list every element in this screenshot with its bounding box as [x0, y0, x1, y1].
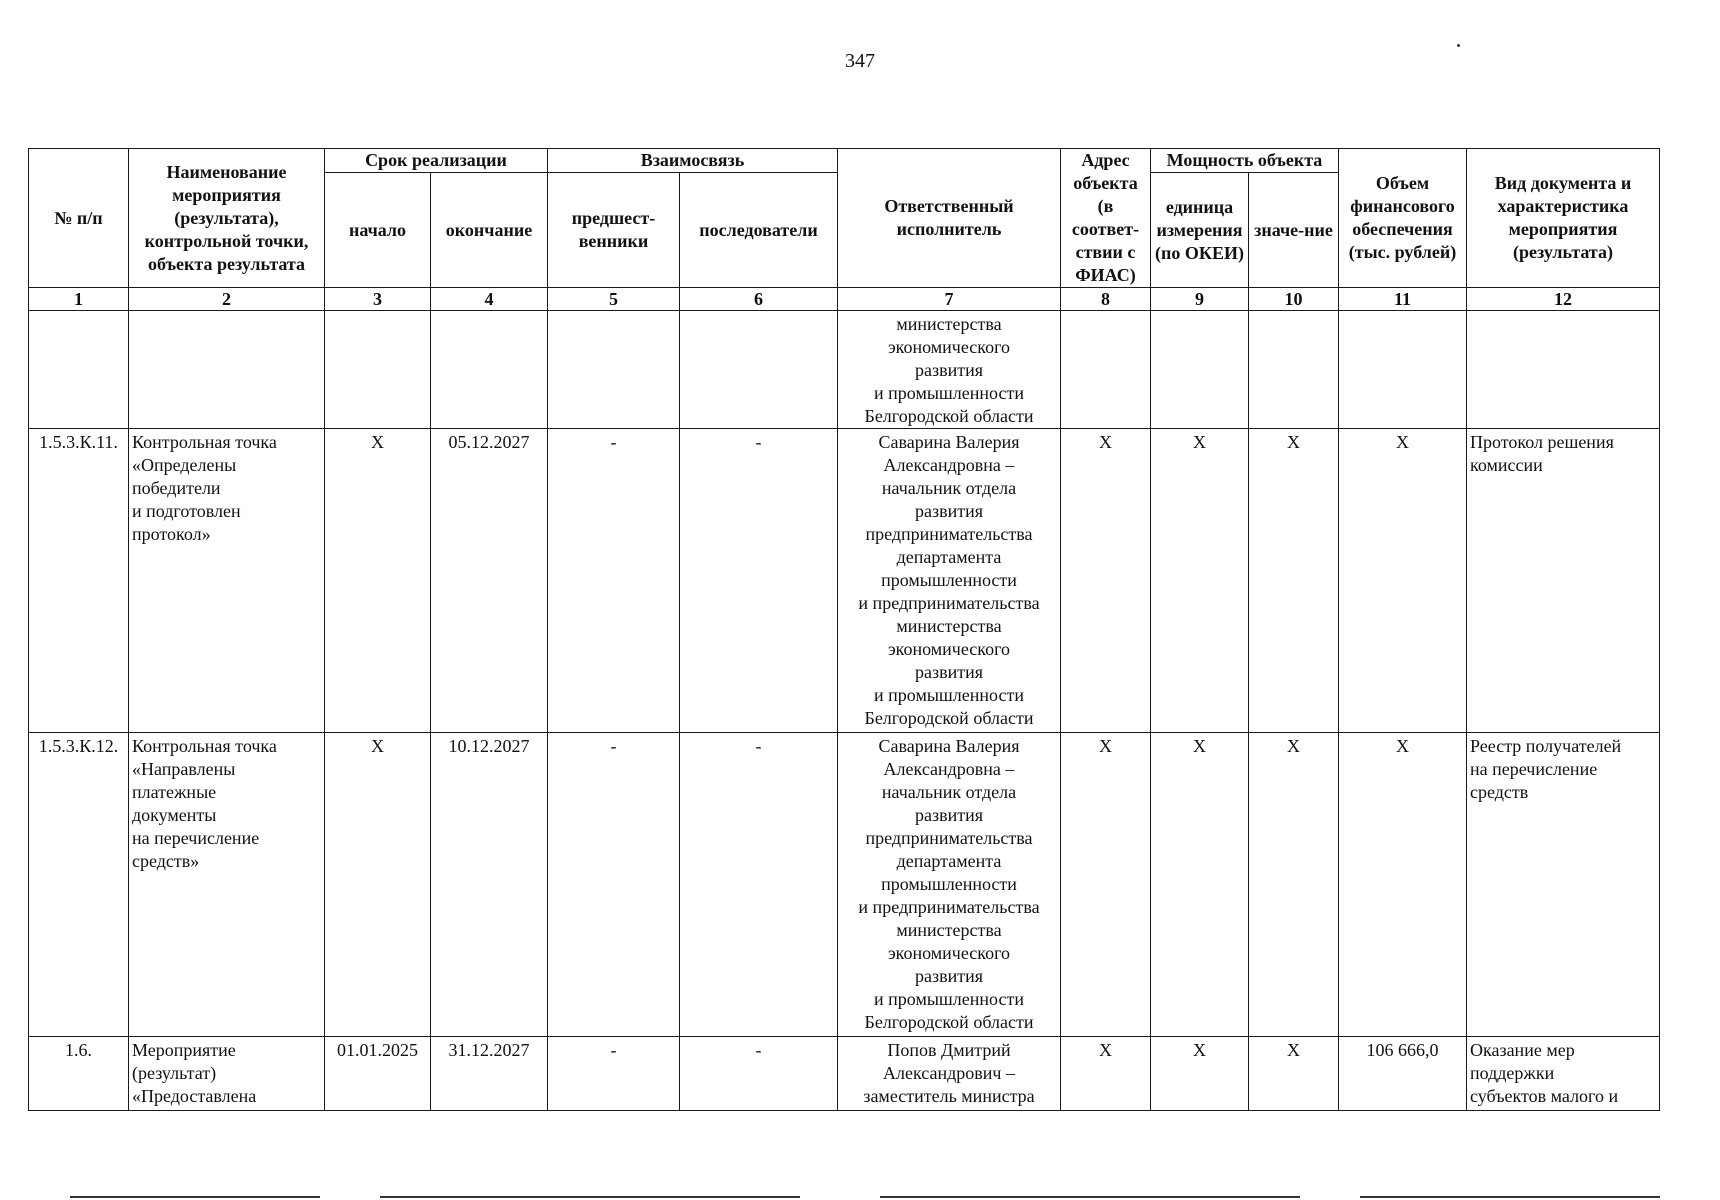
cell-num: 1.5.3.К.12. — [29, 733, 129, 1037]
column-number: 8 — [1061, 288, 1151, 311]
cell-responsible-line: департамента — [896, 547, 1002, 567]
cell-responsible-line: предпринимательства — [865, 828, 1033, 848]
cell-responsible-line: Белгородской области — [864, 1012, 1034, 1032]
table-row — [29, 311, 1660, 429]
cell-start: X — [325, 733, 431, 1037]
cell-name-line: документы — [132, 805, 217, 825]
header-predecessors: предшест-венники — [548, 173, 680, 288]
cell-responsible-line: и промышленности — [874, 383, 1024, 403]
cell-num — [29, 311, 129, 429]
cell-responsible-line: развития — [914, 966, 983, 986]
cell-responsible-line: и промышленности — [874, 989, 1024, 1009]
cell-name-line: «Предоставлена — [132, 1086, 257, 1106]
page-number: 347 — [845, 50, 875, 72]
cell-responsible-line: заместитель министра — [863, 1086, 1035, 1106]
cell-start — [325, 311, 431, 429]
footer-rule — [1360, 1196, 1660, 1198]
cell-name-line: и подготовлен — [132, 501, 241, 521]
footer-rule — [880, 1196, 1300, 1198]
cell-document — [1467, 429, 1660, 733]
cell-name-line: платежные — [132, 782, 217, 802]
cell-responsible-line: Саварина Валерия — [878, 736, 1020, 756]
cell-responsible-line: Александрович – — [883, 1063, 1015, 1083]
cell-responsible-line: экономического — [887, 337, 1011, 357]
cell-document-line: Оказание мер — [1470, 1040, 1575, 1060]
cell-document-line: Реестр получателей — [1470, 736, 1622, 756]
cell-unit — [1151, 311, 1249, 429]
cell-name-line: на перечисление — [132, 828, 260, 848]
cell-name — [129, 1037, 325, 1111]
cell-name-line: протокол» — [132, 524, 211, 544]
cell-document — [1467, 311, 1660, 429]
cell-unit: X — [1151, 733, 1249, 1037]
cell-responsible-line: и предпринимательства — [858, 897, 1040, 917]
cell-finance: X — [1339, 733, 1467, 1037]
cell-responsible-line: промышленности — [881, 570, 1017, 590]
cell-address: X — [1061, 1037, 1151, 1111]
header-finance: Объем финансового обеспечения (тыс. рублей) — [1339, 149, 1467, 288]
header-num: № п/п — [29, 149, 129, 288]
cell-end: 10.12.2027 — [431, 733, 548, 1037]
cell-predecessors: - — [548, 429, 680, 733]
cell-address — [1061, 311, 1151, 429]
cell-predecessors: - — [548, 733, 680, 1037]
cell-document-line: комиссии — [1470, 455, 1543, 475]
cell-predecessors — [548, 311, 680, 429]
cell-value: X — [1249, 733, 1339, 1037]
cell-name-line: «Определены — [132, 455, 237, 475]
cell-document-line: на перечисление — [1470, 759, 1598, 779]
column-number: 2 — [129, 288, 325, 311]
cell-responsible — [838, 311, 1061, 429]
cell-responsible — [838, 733, 1061, 1037]
cell-start: 01.01.2025 — [325, 1037, 431, 1111]
column-number: 11 — [1339, 288, 1467, 311]
cell-start: X — [325, 429, 431, 733]
column-number: 5 — [548, 288, 680, 311]
cell-finance: 106 666,0 — [1339, 1037, 1467, 1111]
cell-responsible-line: и промышленности — [874, 685, 1024, 705]
cell-responsible-line: развития — [914, 662, 983, 682]
cell-responsible-line: министерства — [896, 920, 1002, 940]
cell-end — [431, 311, 548, 429]
cell-finance: X — [1339, 429, 1467, 733]
cell-name-line: Контрольная точка — [132, 432, 277, 452]
cell-responsible-line: предпринимательства — [865, 524, 1033, 544]
column-number: 10 — [1249, 288, 1339, 311]
cell-name-line: победители — [132, 478, 221, 498]
cell-responsible-line: Попов Дмитрий — [887, 1040, 1011, 1060]
cell-document — [1467, 1037, 1660, 1111]
column-number: 9 — [1151, 288, 1249, 311]
column-number: 4 — [431, 288, 548, 311]
column-number: 1 — [29, 288, 129, 311]
table-row — [29, 733, 1660, 1037]
header-link-group: Взаимосвязь — [548, 149, 838, 173]
header-responsible: Ответственный исполнитель — [838, 149, 1061, 288]
cell-responsible-line: начальник отдела — [881, 782, 1017, 802]
header-value: значе-ние — [1249, 173, 1339, 288]
cell-document-line: средств — [1470, 782, 1529, 802]
cell-address: X — [1061, 733, 1151, 1037]
cell-successors: - — [680, 1037, 838, 1111]
cell-responsible-line: министерства — [896, 314, 1002, 334]
schedule-table — [28, 148, 1660, 1111]
cell-num: 1.6. — [29, 1037, 129, 1111]
header-document: Вид документа и характеристика мероприятия (результата) — [1467, 149, 1660, 288]
cell-responsible-line: экономического — [887, 943, 1011, 963]
cell-name — [129, 733, 325, 1037]
scan-speck — [1457, 44, 1460, 47]
header-end: окончание — [431, 173, 548, 288]
cell-name-line: (результат) — [132, 1063, 217, 1083]
table-row — [29, 429, 1660, 733]
cell-successors: - — [680, 429, 838, 733]
cell-name-line: «Направлены — [132, 759, 236, 779]
header-successors: последователи — [680, 173, 838, 288]
cell-responsible-line: Александровна – — [883, 455, 1015, 475]
column-number: 6 — [680, 288, 838, 311]
cell-document-line: поддержки — [1470, 1063, 1555, 1083]
footer-rule — [380, 1196, 800, 1198]
column-number: 3 — [325, 288, 431, 311]
column-number: 7 — [838, 288, 1061, 311]
cell-name-line: Контрольная точка — [132, 736, 277, 756]
header-power-group: Мощность объекта — [1151, 149, 1339, 173]
cell-responsible-line: Белгородской области — [864, 708, 1034, 728]
cell-finance — [1339, 311, 1467, 429]
cell-responsible-line: министерства — [896, 616, 1002, 636]
cell-successors — [680, 311, 838, 429]
cell-document-line: Протокол решения — [1470, 432, 1614, 452]
header-term-group: Срок реализации — [325, 149, 548, 173]
cell-name — [129, 429, 325, 733]
cell-responsible-line: Саварина Валерия — [878, 432, 1020, 452]
cell-document-line: субъектов малого и — [1470, 1086, 1619, 1106]
cell-unit: X — [1151, 429, 1249, 733]
cell-name-line: Мероприятие — [132, 1040, 236, 1060]
cell-responsible-line: Белгородской области — [864, 406, 1034, 426]
cell-responsible-line: развития — [914, 501, 983, 521]
cell-value: X — [1249, 1037, 1339, 1111]
cell-document — [1467, 733, 1660, 1037]
cell-value — [1249, 311, 1339, 429]
cell-num: 1.5.3.К.11. — [29, 429, 129, 733]
cell-responsible-line: промышленности — [881, 874, 1017, 894]
cell-responsible-line: развития — [914, 805, 983, 825]
header-unit: единица измерения (по ОКЕИ) — [1151, 173, 1249, 288]
cell-successors: - — [680, 733, 838, 1037]
column-number: 12 — [1467, 288, 1660, 311]
header-start: начало — [325, 173, 431, 288]
header-address: Адрес объекта (в соответ-ствии с ФИАС) — [1061, 149, 1151, 288]
cell-responsible — [838, 1037, 1061, 1111]
cell-unit: X — [1151, 1037, 1249, 1111]
cell-responsible-line: экономического — [887, 639, 1011, 659]
cell-name-line: средств» — [132, 851, 200, 871]
table-row — [29, 1037, 1660, 1111]
cell-value: X — [1249, 429, 1339, 733]
cell-responsible-line: департамента — [896, 851, 1002, 871]
cell-responsible — [838, 429, 1061, 733]
cell-name — [129, 311, 325, 429]
cell-end: 05.12.2027 — [431, 429, 548, 733]
footer-rule — [70, 1196, 320, 1198]
cell-end: 31.12.2027 — [431, 1037, 548, 1111]
header-name: Наименование мероприятия (результата), контрольной точки, объекта результата — [129, 149, 325, 288]
cell-responsible-line: развития — [914, 360, 983, 380]
cell-responsible-line: и предпринимательства — [858, 593, 1040, 613]
cell-responsible-line: Александровна – — [883, 759, 1015, 779]
cell-predecessors: - — [548, 1037, 680, 1111]
cell-address: X — [1061, 429, 1151, 733]
cell-responsible-line: начальник отдела — [881, 478, 1017, 498]
